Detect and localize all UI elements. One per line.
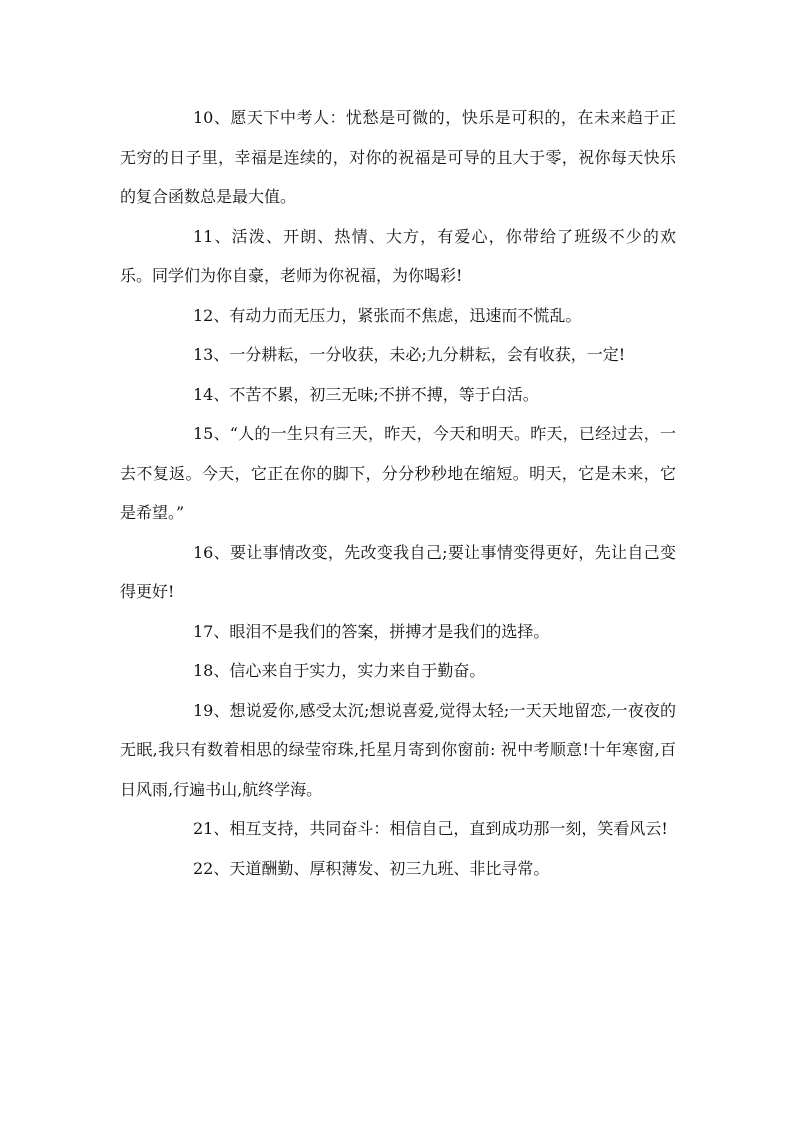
paragraph-14: 14、不苦不累，初三无味;不拼不搏，等于白活。 <box>193 384 539 404</box>
paragraph-19: 19、想说爱你,感受太沉;想说喜爱,觉得太轻;一天天地留恋,一夜夜的无眠,我只有数着相思的绿莹帘珠,托星月寄到你窗前: 祝中考顺意!十年寒窗,百日风雨,行遍书山,航终学海。 <box>120 700 676 799</box>
paragraph-11: 11、活泼、开朗、热情、大方，有爱心，你带给了班级不少的欢乐。同学们为你自豪，老师为你祝福，为你喝彩! <box>120 226 676 285</box>
paragraph-13: 13、一分耕耘，一分收获，未必;九分耕耘，会有收获，一定! <box>193 345 626 364</box>
paragraph-12: 12、有动力而无压力，紧张而不焦虑，迅速而不慌乱。 <box>193 305 582 325</box>
paragraph-22: 22、天道酬勤、厚积薄发、初三九班、非比寻常。 <box>193 858 550 878</box>
paragraph-15: 15、“人的一生只有三天，昨天，今天和明天。昨天，已经过去，一去不复返。今天，它正在你的脚下，分分秒秒地在缩短。明天，它是未来，它是希望。” <box>120 424 676 522</box>
document-body <box>120 98 676 888</box>
paragraph-18: 18、信心来自于实力，实力来自于勤奋。 <box>193 661 486 680</box>
paragraph-21: 21、相互支持，共同奋斗：相信自己，直到成功那一刻，笑看风云! <box>193 819 668 838</box>
paragraph-17: 17、眼泪不是我们的答案，拼搏才是我们的选择。 <box>193 621 550 641</box>
paragraph-16: 16、要让事情改变，先改变我自己;要让事情变得更好，先让自己变得更好! <box>120 542 676 601</box>
paragraph-10: 10、愿天下中考人：忧愁是可微的，快乐是可积的，在未来趋于正无穷的日子里，幸福是连续的，对你的祝福是可导的且大于零，祝你每天快乐的复合函数总是最大值。 <box>120 108 676 206</box>
